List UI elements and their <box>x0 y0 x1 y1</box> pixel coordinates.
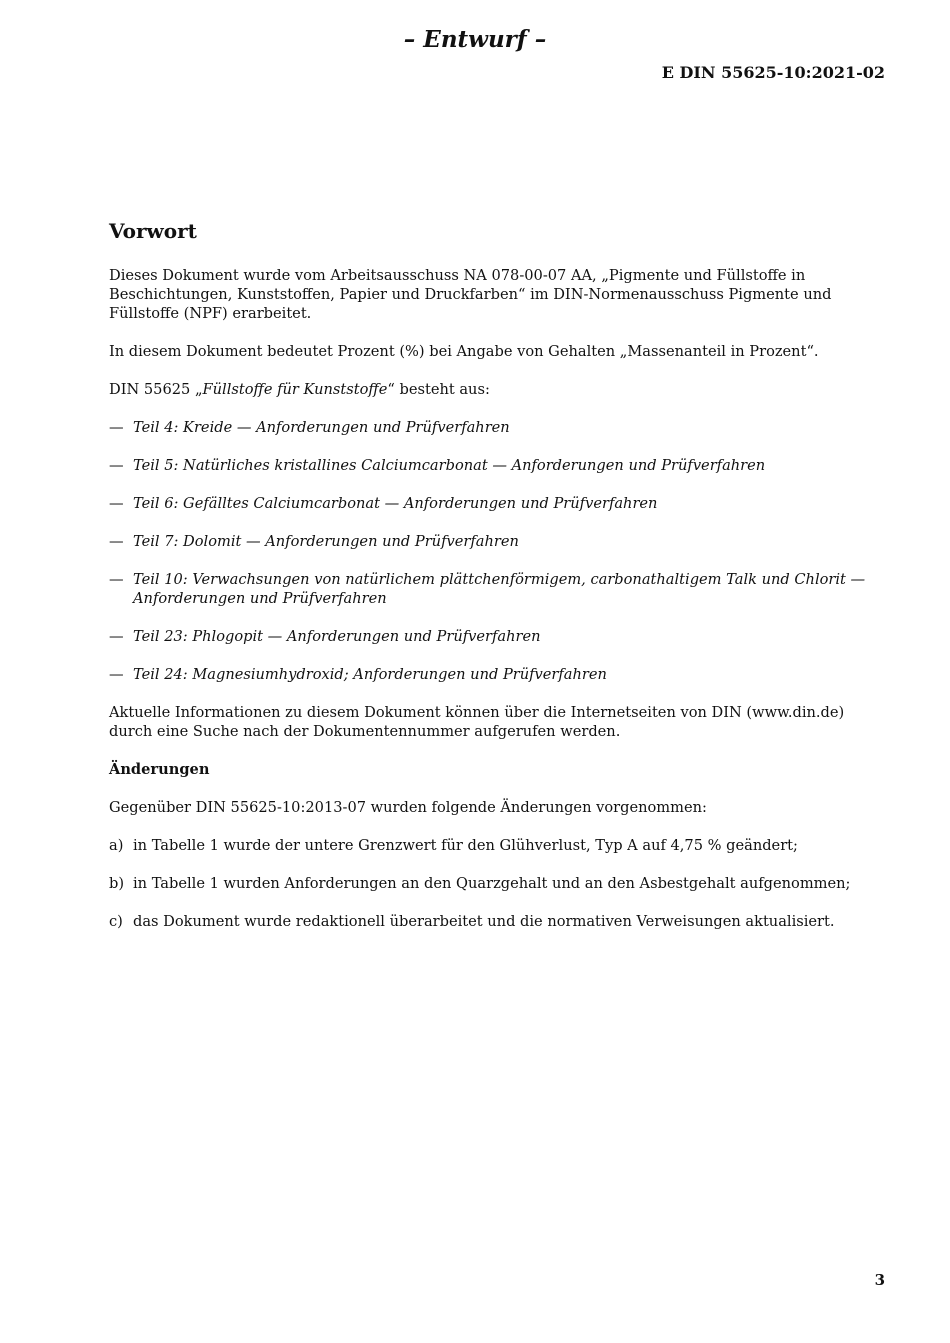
list-item <box>109 665 885 684</box>
list-item <box>109 456 885 475</box>
paragraph-series-intro <box>109 380 885 399</box>
list-item <box>109 494 885 513</box>
dash-marker: — <box>109 495 124 512</box>
list-item <box>109 874 885 893</box>
list-item-text: Teil 24: Magnesiumhydroxid; Anforderungen und Prüfverfahren <box>133 666 607 683</box>
dash-marker: — <box>109 533 124 550</box>
list-item <box>109 532 885 551</box>
series-title: Füllstoffe für Kunststoffe <box>202 381 388 398</box>
list-item <box>109 418 885 437</box>
paragraph-percent-definition: In diesem Dokument bedeutet Prozent (%) bei Angabe von Gehalten „Massenanteil in Prozent“. <box>109 343 819 360</box>
changes-list <box>109 836 885 931</box>
list-item-text: Teil 6: Gefälltes Calciumcarbonat — Anforderungen und Prüfverfahren <box>133 495 658 512</box>
series-intro-suffix: “ besteht aus: <box>387 381 490 398</box>
foreword-section <box>109 216 885 950</box>
dash-marker: — <box>109 628 124 645</box>
list-item <box>109 570 885 608</box>
list-item-text: Teil 23: Phlogopit — Anforderungen und Prüfverfahren <box>133 628 541 645</box>
list-item <box>109 627 885 646</box>
changes-heading: Änderungen <box>109 761 210 778</box>
paragraph-din-website-info: Aktuelle Informationen zu diesem Dokument können über die Internetseiten von DIN (www.din.de) durch eine Suche nach der Dokumentennummer aufgerufen werden. <box>109 704 845 740</box>
list-item-text: in Tabelle 1 wurde der untere Grenzwert für den Glühverlust, Typ A auf 4,75 % geändert; <box>133 837 798 854</box>
list-item-text: das Dokument wurde redaktionell überarbeitet und die normativen Verweisungen aktualisiert. <box>133 913 835 930</box>
list-item-text: Teil 5: Natürliches kristallines Calciumcarbonat — Anforderungen und Prüfverfahren <box>133 457 766 474</box>
page-number: 3 <box>874 1271 885 1289</box>
list-item-text: Teil 7: Dolomit — Anforderungen und Prüfverfahren <box>133 533 519 550</box>
item-marker: b) <box>109 875 125 892</box>
changes-intro: Gegenüber DIN 55625-10:2013-07 wurden folgende Änderungen vorgenommen: <box>109 799 707 816</box>
item-marker: c) <box>109 913 123 930</box>
item-marker: a) <box>109 837 124 854</box>
list-item <box>109 836 885 855</box>
paragraph-committee: Dieses Dokument wurde vom Arbeitsausschuss NA 078-00-07 AA, „Pigmente und Füllstoffe in Beschichtungen, Kunststoffen, Papier und Druckfarben“ im DIN-Normenausschuss Pigmente und Füllstoffe (NPF) erarbeitet. <box>109 267 832 322</box>
document-identifier: E DIN 55625-10:2021-02 <box>661 63 885 82</box>
draft-watermark-heading: – Entwurf – <box>403 26 547 53</box>
dash-marker: — <box>109 571 124 588</box>
dash-marker: — <box>109 666 124 683</box>
series-intro-prefix: DIN 55625 „ <box>109 381 203 398</box>
list-item-text: in Tabelle 1 wurden Anforderungen an den Quarzgehalt und an den Asbestgehalt aufgenommen; <box>133 875 851 892</box>
dash-marker: — <box>109 419 124 436</box>
section-title: Vorwort <box>109 219 197 243</box>
list-item <box>109 912 885 931</box>
parts-list <box>109 418 885 684</box>
list-item-text: Teil 4: Kreide — Anforderungen und Prüfverfahren <box>133 419 510 436</box>
list-item-text: Teil 10: Verwachsungen von natürlichem plättchenförmigem, carbonathaltigem Talk und Chlorit — Anforderungen und Prüfverfahren <box>133 571 866 607</box>
dash-marker: — <box>109 457 124 474</box>
